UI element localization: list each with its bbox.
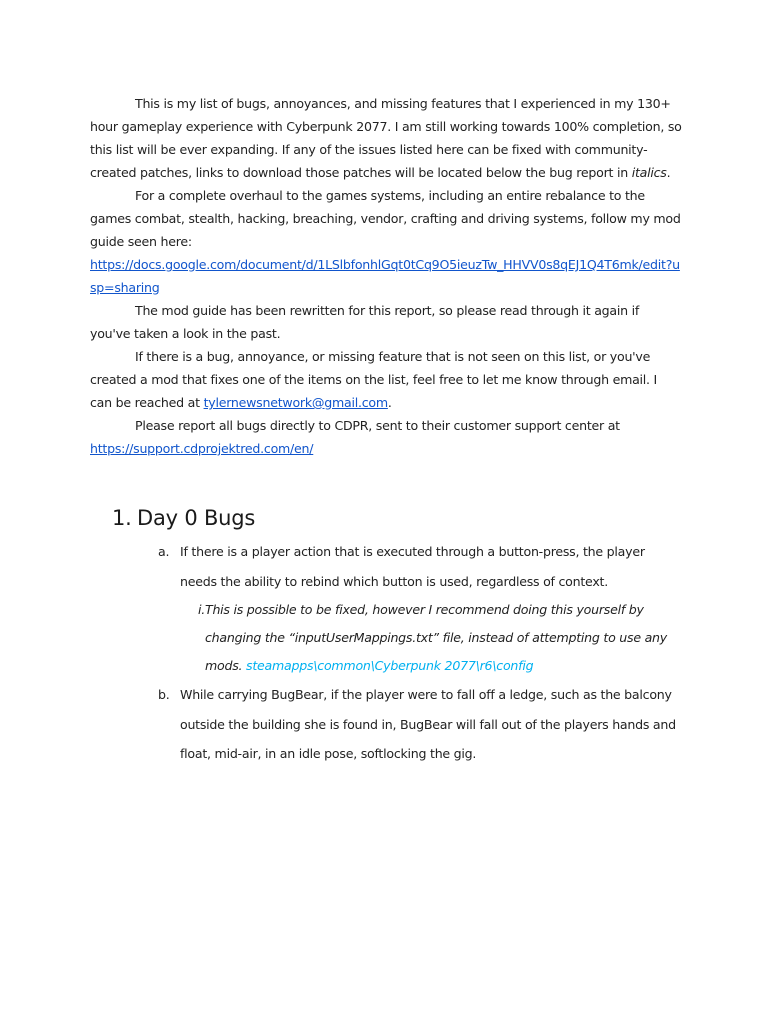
italics-word: italics [631,165,667,180]
email-link[interactable]: tylernewsnetwork@gmail.com [203,395,388,410]
intro-paragraph-1-text: This is my list of bugs, annoyances, and missing features that I experienced in my 130+ hour gameplay experience with Cyberpunk 2077. I am still working towards 100% completion, so this list will be ever expanding. If any of the issues listed here can be fixed with community-created patches, links to download those patches will be located below the bug report in [90,96,682,180]
intro-paragraph-2 [90,184,682,253]
intro-paragraph-4 [90,345,682,414]
intro-paragraph-3-text: The mod guide has been rewritten for this report, so please read through it again if you've taken a look in the past. [90,303,640,341]
list-item-text: If there is a player action that is executed through a button-press, the player needs the ability to rebind which button is used, regardless of context. [180,544,645,589]
config-path: steamapps\common\Cyberpunk 2077\r6\config [246,658,534,673]
mod-guide-link[interactable]: https://docs.google.com/document/d/1LSlbfonhlGqt0tCq9O5ieuzTw_HHVV0s8qEJ1Q4T6mk/edit?usp=sharing [90,257,680,295]
section-number: 1. [112,506,132,530]
mod-guide-link-line [90,253,682,299]
intro-section [90,92,682,460]
intro-paragraph-4-end: . [387,395,392,410]
intro-paragraph-3 [90,299,682,345]
intro-paragraph-2-text: For a complete overhaul to the games systems, including an entire rebalance to the games combat, stealth, hacking, breaching, vendor, crafting and driving systems, follow my mod guide seen here: [90,188,681,249]
intro-paragraph-4-text: If there is a bug, annoyance, or missing feature that is not seen on this list, or you've created a mod that fixes one of the items on the list, feel free to let me know through email. I can be reached at [90,349,658,410]
section-title: Day 0 Bugs [137,506,256,530]
intro-paragraph-1-end: . [666,165,671,180]
list-item-marker: b. [158,687,170,702]
support-link-line [90,437,682,460]
support-link[interactable]: https://support.cdprojektred.com/en/ [90,441,314,456]
intro-paragraph-5 [90,414,682,437]
list-item [158,537,682,596]
section-heading [112,503,255,533]
sub-list-item-text: This is possible to be fixed, however I recommend doing this yourself by changing the “inputUserMappings.txt” file, instead of attempting to use any mods. [205,602,667,673]
intro-paragraph-5-text: Please report all bugs directly to CDPR, sent to their customer support center at [135,418,620,433]
intro-paragraph-1 [90,92,682,184]
list-item-marker: a. [158,544,170,559]
sub-list-item [180,596,682,680]
sub-list-item-marker: i. [198,602,206,617]
bug-list [158,537,682,769]
list-item-text: While carrying BugBear, if the player were to fall off a ledge, such as the balcony outside the building she is found in, BugBear will fall out of the players hands and float, mid-air, in an idle pose, softlocking the gig. [180,687,676,761]
list-item [158,680,682,769]
